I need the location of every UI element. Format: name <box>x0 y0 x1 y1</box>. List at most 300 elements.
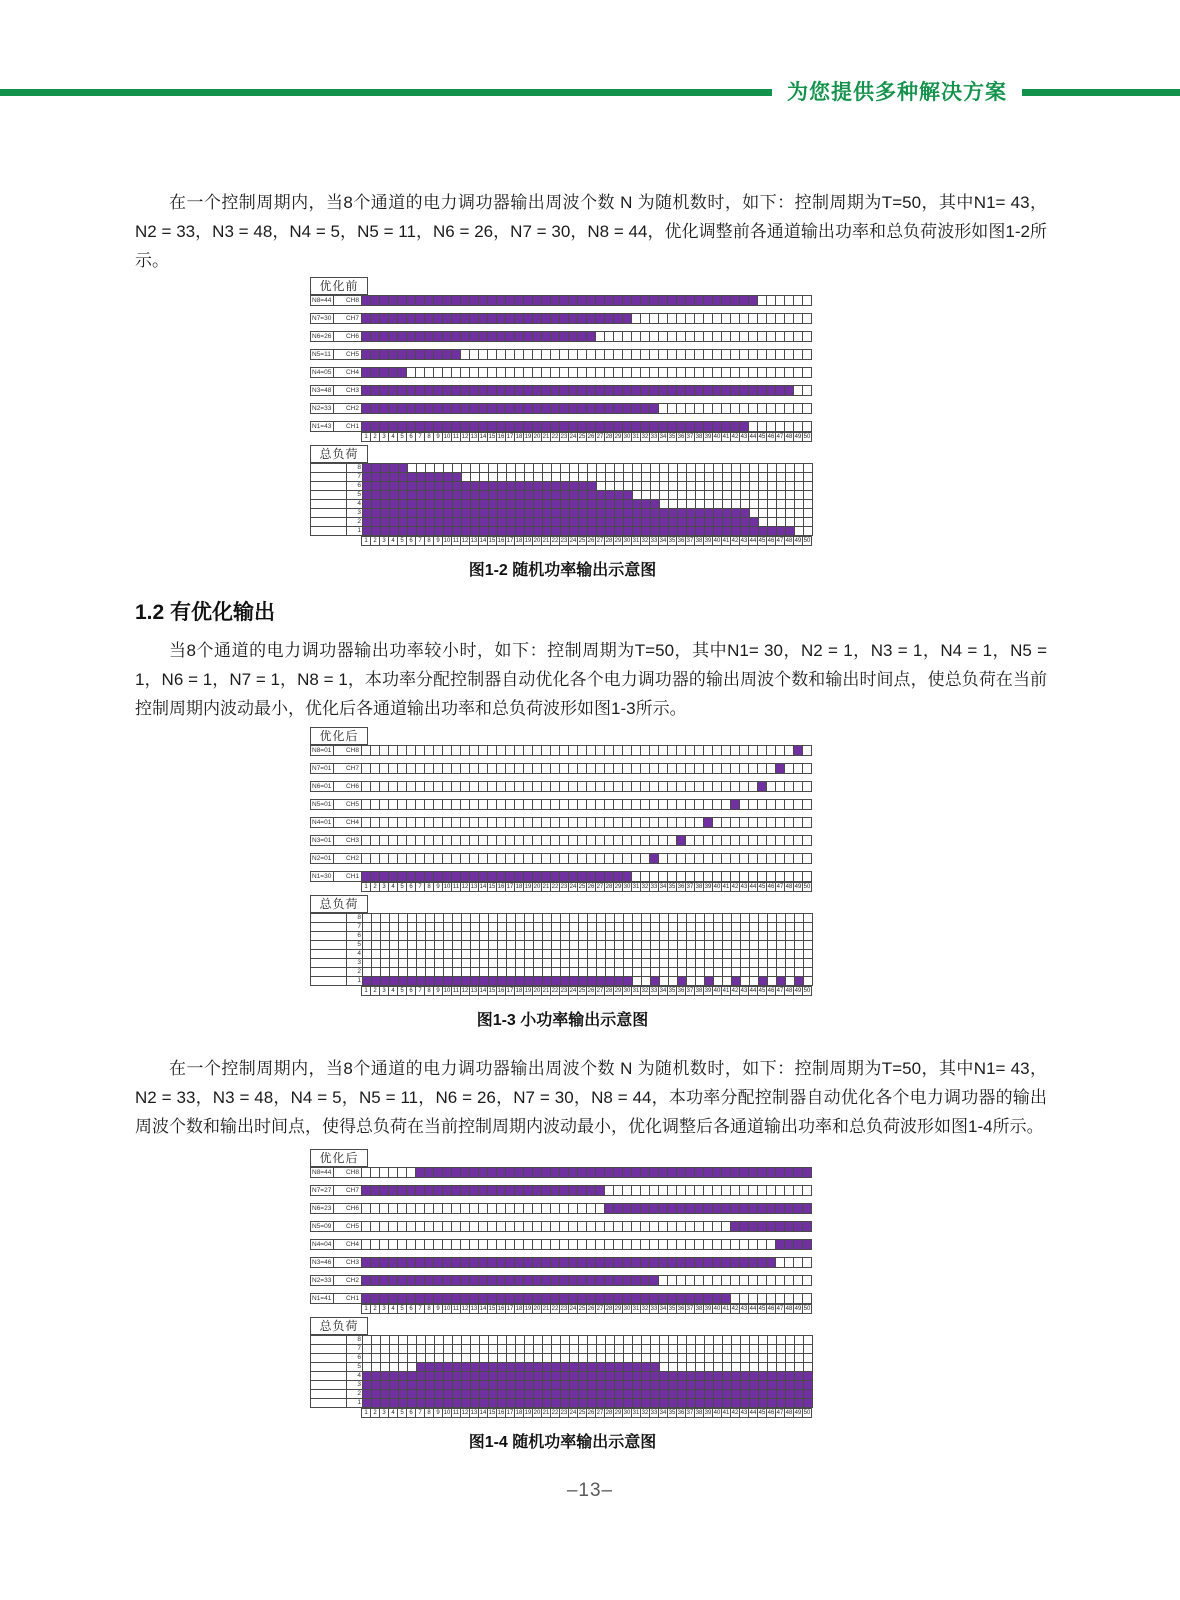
axis-cell: 30 <box>623 1306 631 1312</box>
axis-cell: 34 <box>659 1306 667 1312</box>
axis-cell: 19 <box>524 1410 532 1416</box>
axis-spacer <box>310 882 362 892</box>
axis-cell: 37 <box>686 538 694 544</box>
axis-cell: 2 <box>370 432 380 442</box>
axis-cell: 15 <box>488 1306 496 1312</box>
axis-cell: 31 <box>632 1410 640 1416</box>
axis-cell: 1 <box>361 986 371 996</box>
axis-cell: 2 <box>370 1304 380 1314</box>
figure-title-box: 优化前 <box>310 277 368 295</box>
channel-row <box>310 871 815 882</box>
cycle-cell <box>802 403 812 414</box>
axis-cell: 8 <box>424 1408 434 1418</box>
cycle-cell <box>802 1257 812 1268</box>
axis-cell: 47 <box>776 1410 784 1416</box>
cycle-cell <box>802 871 812 882</box>
axis-cell: 43 <box>740 988 748 994</box>
axis-cell: 11 <box>452 1410 460 1416</box>
channel-ch-label: CH7 <box>333 313 362 324</box>
axis-cell: 8 <box>424 536 434 546</box>
axis-cell: 45 <box>758 988 766 994</box>
axis-cell: 3 <box>379 536 389 546</box>
cycle-cells <box>361 781 812 792</box>
channel-n-label: N5=09 <box>310 1221 334 1232</box>
axis-cell: 35 <box>668 538 676 544</box>
axis-cell: 10 <box>443 884 451 890</box>
axis-cell: 31 <box>632 988 640 994</box>
channel-row <box>310 835 815 846</box>
axis-cell: 6 <box>406 986 416 996</box>
axis-cell: 49 <box>794 884 802 890</box>
axis-cell: 41 <box>722 884 730 890</box>
axis-cell: 15 <box>488 1410 496 1416</box>
axis-cell: 35 <box>668 434 676 440</box>
cycle-cells <box>361 835 812 846</box>
axis-cell: 29 <box>614 538 622 544</box>
axis-cell: 23 <box>560 1410 568 1416</box>
channel-row <box>310 331 815 342</box>
axis-cell: 4 <box>388 1304 398 1314</box>
axis-cell: 23 <box>560 434 568 440</box>
load-level-label: 2 <box>346 967 363 977</box>
channel-ch-label: CH2 <box>333 853 362 864</box>
axis-spacer <box>310 432 362 442</box>
channel-row <box>310 1203 815 1214</box>
cycle-cell <box>802 1239 812 1250</box>
cycle-cells <box>361 1203 812 1214</box>
axis-cell: 3 <box>379 986 389 996</box>
axis-row <box>310 986 815 996</box>
axis-cell: 42 <box>731 1306 739 1312</box>
axis-cell: 8 <box>424 986 434 996</box>
cycle-cells <box>361 763 812 774</box>
load-level-label: 4 <box>346 949 363 959</box>
axis-cell: 36 <box>677 1410 685 1416</box>
axis-cell: 20 <box>533 1410 541 1416</box>
axis-cell: 46 <box>767 988 775 994</box>
axis-cell: 46 <box>767 884 775 890</box>
load-level-label: 5 <box>346 490 363 500</box>
axis-row <box>310 882 815 892</box>
axis-cell: 14 <box>479 988 487 994</box>
axis-cell: 36 <box>677 1306 685 1312</box>
axis-cell: 20 <box>533 1306 541 1312</box>
cycle-cell <box>803 526 813 536</box>
channel-ch-label: CH4 <box>333 367 362 378</box>
axis-cell: 44 <box>749 1306 757 1312</box>
axis-cell: 42 <box>731 884 739 890</box>
axis-cell: 17 <box>506 434 514 440</box>
axis-cell: 28 <box>605 538 613 544</box>
axis-cell: 38 <box>695 1410 703 1416</box>
cycle-cell <box>802 295 812 306</box>
load-grid <box>310 913 815 986</box>
axis-cell: 10 <box>443 434 451 440</box>
axis-cell: 13 <box>470 1410 478 1416</box>
axis-cell: 16 <box>497 988 505 994</box>
axis-cell: 50 <box>803 1410 811 1416</box>
cycle-cell <box>802 799 812 810</box>
cycle-cell <box>802 835 812 846</box>
axis-cell: 10 <box>443 988 451 994</box>
axis-cell: 36 <box>677 884 685 890</box>
axis-cell: 45 <box>758 1410 766 1416</box>
axis-cell: 7 <box>415 536 425 546</box>
axis-cell: 19 <box>524 1306 532 1312</box>
axis-cell: 24 <box>569 538 577 544</box>
channel-row <box>310 1275 815 1286</box>
axis-cell: 7 <box>415 986 425 996</box>
load-level-label: 7 <box>346 472 363 482</box>
axis-cell: 5 <box>397 1304 407 1314</box>
axis-cell: 11 <box>452 988 460 994</box>
channel-ch-label: CH6 <box>333 331 362 342</box>
axis-cell: 8 <box>424 432 434 442</box>
axis-cell: 13 <box>470 884 478 890</box>
axis-cell: 17 <box>506 884 514 890</box>
axis-cell: 4 <box>388 432 398 442</box>
load-level-label: 6 <box>346 1353 363 1363</box>
axis-cell: 34 <box>659 988 667 994</box>
axis-cell: 20 <box>533 884 541 890</box>
channel-ch-label: CH4 <box>333 1239 362 1250</box>
axis-cell: 48 <box>785 988 793 994</box>
axis-cell: 45 <box>758 434 766 440</box>
load-grid <box>310 463 815 536</box>
cycle-cells <box>361 1293 812 1304</box>
axis-cell: 26 <box>587 1306 595 1312</box>
axis-cell: 13 <box>470 988 478 994</box>
load-level-label: 3 <box>346 1380 363 1390</box>
channel-row <box>310 817 815 828</box>
cycle-cells <box>361 853 812 864</box>
channel-n-label: N2=33 <box>310 1275 334 1286</box>
axis-cell: 25 <box>578 538 586 544</box>
axis-cells <box>361 1304 812 1314</box>
figure-1-3-caption: 图1-3 小功率输出示意图 <box>476 1012 649 1029</box>
axis-row <box>310 1408 815 1418</box>
channel-row <box>310 1221 815 1232</box>
axis-cell: 38 <box>695 884 703 890</box>
axis-cell: 26 <box>587 884 595 890</box>
axis-cell: 47 <box>776 538 784 544</box>
axis-cell: 44 <box>749 538 757 544</box>
axis-cell: 12 <box>461 1306 469 1312</box>
channel-rows <box>310 745 815 882</box>
load-level-label: 3 <box>346 508 363 518</box>
axis-cell: 30 <box>623 538 631 544</box>
axis-cell: 40 <box>713 1306 721 1312</box>
axis-cell: 47 <box>776 1306 784 1312</box>
axis-cell: 46 <box>767 538 775 544</box>
axis-cell: 30 <box>623 1410 631 1416</box>
axis-cell: 31 <box>632 884 640 890</box>
axis-cell: 41 <box>722 1410 730 1416</box>
axis-cell: 28 <box>605 988 613 994</box>
section-heading: 1.2 有优化输出 <box>135 601 276 624</box>
axis-cell: 8 <box>424 1304 434 1314</box>
load-row <box>310 526 815 536</box>
cycle-cells <box>361 871 812 882</box>
axis-cells <box>361 1408 812 1418</box>
axis-cell: 19 <box>524 434 532 440</box>
paragraph-small-power: 当8个通道的电力调功器输出功率较小时，如下：控制周期为T=50，其中N1= 30，N2 = 1，N3 = 1，N4 = 1，N5 = 1，N6 = 1，N7 = 1，N8 = 1，本功率分配控制器自动优化各个电力调功器的输出周波个数和输出时间点，使总负荷在当前控制周期内波动最小，优化后各通道输出功率和总负荷波形如图1-3所示。 <box>135 641 1047 718</box>
axis-cell: 47 <box>776 434 784 440</box>
axis-cell: 48 <box>785 538 793 544</box>
channel-ch-label: CH8 <box>333 745 362 756</box>
cycle-cells <box>361 1221 812 1232</box>
cycle-cell <box>802 313 812 324</box>
axis-cell: 42 <box>731 1410 739 1416</box>
channel-row <box>310 745 815 756</box>
load-title-box: 总负荷 <box>310 895 368 913</box>
axis-cell: 11 <box>452 884 460 890</box>
axis-cell: 45 <box>758 1306 766 1312</box>
axis-cell: 8 <box>424 882 434 892</box>
axis-cell: 1 <box>361 1408 371 1418</box>
axis-cell: 18 <box>515 884 523 890</box>
figure-1-3-grid <box>310 727 815 996</box>
cycle-cells <box>361 295 812 306</box>
channel-row <box>310 1257 815 1268</box>
axis-cell: 12 <box>461 434 469 440</box>
figure-title-box: 优化后 <box>310 1149 368 1167</box>
cycle-cell <box>802 385 812 396</box>
axis-cell: 27 <box>596 1306 604 1312</box>
axis-cell: 1 <box>361 432 371 442</box>
axis-cell: 25 <box>578 884 586 890</box>
axis-cell: 38 <box>695 988 703 994</box>
axis-cell: 21 <box>542 884 550 890</box>
header-slogan: 为您提供多种解决方案 <box>787 81 1007 104</box>
axis-cell: 31 <box>632 538 640 544</box>
axis-cell: 49 <box>794 538 802 544</box>
load-level-label: 4 <box>346 1371 363 1381</box>
axis-cell: 22 <box>551 988 559 994</box>
axis-cell: 11 <box>452 538 460 544</box>
axis-cell: 44 <box>749 434 757 440</box>
axis-cell: 27 <box>596 1410 604 1416</box>
load-row <box>310 976 815 986</box>
axis-cell: 43 <box>740 1306 748 1312</box>
axis-cell: 22 <box>551 434 559 440</box>
axis-cell: 27 <box>596 884 604 890</box>
axis-cell: 26 <box>587 434 595 440</box>
axis-cell: 40 <box>713 988 721 994</box>
channel-ch-label: CH8 <box>333 295 362 306</box>
channel-n-label: N5=01 <box>310 799 334 810</box>
load-level-label: 8 <box>346 463 363 473</box>
axis-cell: 17 <box>506 1410 514 1416</box>
axis-cell: 24 <box>569 434 577 440</box>
load-level-label: 2 <box>346 517 363 527</box>
channel-ch-label: CH1 <box>333 421 362 432</box>
channel-ch-label: CH6 <box>333 781 362 792</box>
cycle-cell <box>802 853 812 864</box>
axis-cell: 50 <box>803 1306 811 1312</box>
axis-cell: 16 <box>497 1306 505 1312</box>
axis-cell: 36 <box>677 434 685 440</box>
axis-cell: 23 <box>560 538 568 544</box>
figure-1-2-grid <box>310 277 815 546</box>
channel-row <box>310 367 815 378</box>
channel-row <box>310 421 815 432</box>
channel-n-label: N8=01 <box>310 745 334 756</box>
axis-cell: 33 <box>650 1306 658 1312</box>
axis-cell: 27 <box>596 434 604 440</box>
axis-cell: 12 <box>461 538 469 544</box>
cycle-cell <box>802 781 812 792</box>
axis-cell: 34 <box>659 434 667 440</box>
axis-cell: 13 <box>470 434 478 440</box>
figure-1-4 <box>310 1149 815 1452</box>
channel-n-label: N8=44 <box>310 1167 334 1178</box>
channel-ch-label: CH1 <box>333 1293 362 1304</box>
channel-row <box>310 313 815 324</box>
axis-cell: 33 <box>650 1410 658 1416</box>
axis-cell: 5 <box>397 536 407 546</box>
axis-cell: 5 <box>397 1408 407 1418</box>
axis-cell: 37 <box>686 988 694 994</box>
axis-cell: 47 <box>776 884 784 890</box>
axis-cell: 10 <box>443 1306 451 1312</box>
axis-cell: 7 <box>415 1304 425 1314</box>
axis-cell: 22 <box>551 538 559 544</box>
load-grid <box>310 1335 815 1408</box>
axis-cell: 24 <box>569 884 577 890</box>
axis-cell: 48 <box>785 1306 793 1312</box>
axis-cell: 17 <box>506 988 514 994</box>
axis-cell: 2 <box>370 986 380 996</box>
cycle-cells <box>362 976 813 986</box>
axis-cell: 26 <box>587 538 595 544</box>
axis-cell: 43 <box>740 434 748 440</box>
axis-cell: 37 <box>686 434 694 440</box>
axis-cell: 21 <box>542 1306 550 1312</box>
axis-cell: 18 <box>515 1410 523 1416</box>
axis-cell: 16 <box>497 538 505 544</box>
cycle-cell <box>802 331 812 342</box>
axis-row <box>310 432 815 442</box>
axis-cell: 44 <box>749 1410 757 1416</box>
cycle-cell <box>802 1185 812 1196</box>
axis-cell: 7 <box>415 1408 425 1418</box>
axis-cell: 39 <box>704 884 712 890</box>
axis-cell: 24 <box>569 1306 577 1312</box>
channel-row <box>310 403 815 414</box>
load-level-label: 7 <box>346 922 363 932</box>
channel-n-label: N7=30 <box>310 313 334 324</box>
axis-cell: 43 <box>740 538 748 544</box>
cycle-cells <box>361 1257 812 1268</box>
channel-row <box>310 763 815 774</box>
axis-cell: 5 <box>397 882 407 892</box>
axis-cell: 39 <box>704 988 712 994</box>
cycle-cells <box>361 1239 812 1250</box>
axis-cell: 38 <box>695 1306 703 1312</box>
axis-cell: 25 <box>578 988 586 994</box>
axis-cell: 29 <box>614 884 622 890</box>
axis-cell: 27 <box>596 538 604 544</box>
figure-1-3 <box>310 727 815 1030</box>
axis-cell: 30 <box>623 988 631 994</box>
axis-cell: 2 <box>370 882 380 892</box>
cycle-cells <box>361 349 812 360</box>
cycle-cells <box>361 1185 812 1196</box>
axis-cell: 9 <box>433 986 443 996</box>
axis-cell: 4 <box>388 986 398 996</box>
load-row <box>310 1398 815 1408</box>
axis-cell: 22 <box>551 1306 559 1312</box>
axis-cell: 28 <box>605 434 613 440</box>
axis-cell: 14 <box>479 1306 487 1312</box>
axis-cell: 7 <box>415 432 425 442</box>
channel-ch-label: CH5 <box>333 799 362 810</box>
axis-cell: 47 <box>776 988 784 994</box>
channel-n-label: N4=04 <box>310 1239 334 1250</box>
page-number: –13– <box>566 1480 614 1501</box>
axis-cell: 32 <box>641 884 649 890</box>
load-level-label: 1 <box>346 526 363 536</box>
axis-cell: 25 <box>578 434 586 440</box>
axis-cell: 32 <box>641 434 649 440</box>
axis-cell: 35 <box>668 988 676 994</box>
axis-cell: 13 <box>470 538 478 544</box>
axis-cell: 9 <box>433 432 443 442</box>
axis-spacer <box>310 1408 362 1418</box>
figure-1-4-caption: 图1-4 随机功率输出示意图 <box>468 1434 657 1451</box>
load-level-label: 8 <box>346 913 363 923</box>
cycle-cells <box>361 1167 812 1178</box>
axis-cell: 3 <box>379 1408 389 1418</box>
channel-row <box>310 295 815 306</box>
load-level-label: 6 <box>346 481 363 491</box>
axis-cell: 32 <box>641 1410 649 1416</box>
axis-cell: 22 <box>551 1410 559 1416</box>
cycle-cell <box>803 1398 813 1408</box>
load-level-label: 1 <box>346 1398 363 1408</box>
channel-row <box>310 1239 815 1250</box>
axis-cell: 48 <box>785 434 793 440</box>
axis-cell: 16 <box>497 434 505 440</box>
cycle-cells <box>361 385 812 396</box>
axis-cell: 45 <box>758 538 766 544</box>
axis-cell: 9 <box>433 1408 443 1418</box>
axis-cell: 50 <box>803 884 811 890</box>
channel-n-label: N2=01 <box>310 853 334 864</box>
axis-cell: 33 <box>650 538 658 544</box>
axis-cell: 28 <box>605 884 613 890</box>
axis-cell: 9 <box>433 1304 443 1314</box>
axis-cell: 28 <box>605 1306 613 1312</box>
axis-spacer <box>310 1304 362 1314</box>
axis-cell: 19 <box>524 988 532 994</box>
axis-cell: 15 <box>488 884 496 890</box>
channel-row <box>310 781 815 792</box>
paragraph-random-before: 在一个控制周期内，当8个通道的电力调功器输出周波个数 N 为随机数时，如下：控制周期为T=50，其中N1= 43，N2 = 33，N3 = 48，N4 = 5，N5 = 11，N6 = 26，N7 = 30，N8 = 44，优化调整前各通道输出功率和总负荷波形如图1-2所示。 <box>135 193 1047 270</box>
axis-cell: 40 <box>713 884 721 890</box>
axis-cell: 4 <box>388 1408 398 1418</box>
channel-ch-label: CH2 <box>333 403 362 414</box>
channel-n-label: N3=01 <box>310 835 334 846</box>
axis-cell: 37 <box>686 1410 694 1416</box>
cycle-cell <box>802 1167 812 1178</box>
axis-cell: 46 <box>767 1410 775 1416</box>
axis-cell: 35 <box>668 1410 676 1416</box>
axis-cell: 35 <box>668 1306 676 1312</box>
axis-cell: 7 <box>415 882 425 892</box>
axis-cell: 25 <box>578 1306 586 1312</box>
